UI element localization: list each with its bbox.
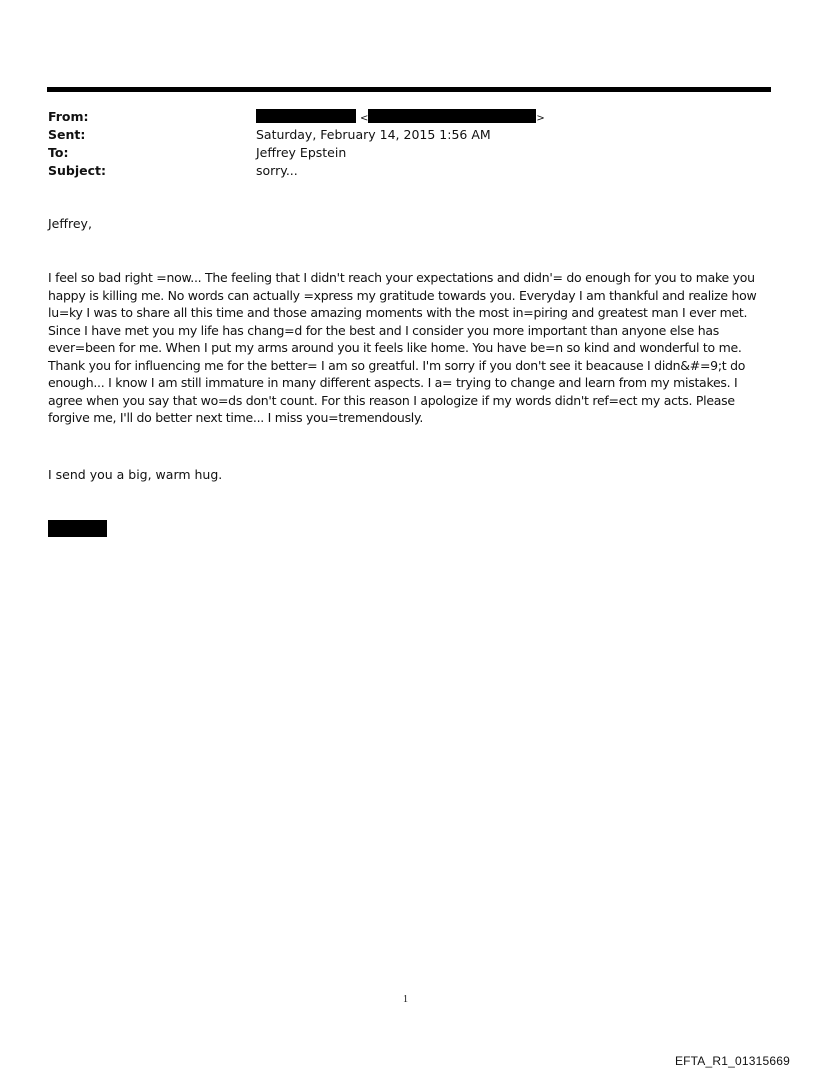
from-row: [48, 108, 748, 126]
message-body: I feel so bad right =now... The feeling that I didn't reach your expectations and didn'= do enough for you to make you happy is killing me. No words can actually =xpress my gratitude towards you. Everyday I am thankful and realize how lu=ky I was to share all this time and those amazing moments with the most in=piring and greatest man I ever met. Since I have met you my life has chang=d for the best and I consider you more important than anyone else has ever=been for me. When I put my arms around you it feels like home. You have be=n so kind and wonderful to me. Thank you for influencing me for the better= I am so greatful. I'm sorry if you don't see it beacause I didn&#=9;t do enough... I know I am still immature in many different aspects. I a= trying to change and learn from my mistakes. I agree when you say that wo=ds don't count. For this reason I apologize if my words didn't ref=ect my acts. Please forgive me, I'll do better next time... I miss you=tremendously.: [48, 270, 757, 425]
greeting: Jeffrey,: [48, 216, 92, 231]
from-value: [256, 108, 545, 128]
redacted-signature: [48, 520, 107, 537]
subject-row: [48, 162, 748, 180]
from-label: From:: [48, 109, 89, 124]
header-divider: [47, 87, 771, 92]
to-label: To:: [48, 145, 69, 160]
email-close-bracket: >: [536, 113, 545, 124]
redacted-sender-email: [368, 109, 536, 123]
subject-value: sorry...: [256, 163, 298, 178]
closing-line: I send you a big, warm hug.: [48, 467, 223, 482]
sent-value: Saturday, February 14, 2015 1:56 AM: [256, 127, 491, 142]
to-value: Jeffrey Epstein: [256, 145, 347, 160]
sent-row: [48, 126, 748, 144]
subject-label: Subject:: [48, 163, 106, 178]
page-number: 1: [403, 994, 408, 1005]
document-id: EFTA_R1_01315669: [674, 1054, 790, 1068]
sent-label: Sent:: [48, 127, 86, 142]
redacted-sender-name: [256, 109, 356, 123]
email-open-bracket: <: [359, 113, 369, 124]
to-row: [48, 144, 748, 162]
